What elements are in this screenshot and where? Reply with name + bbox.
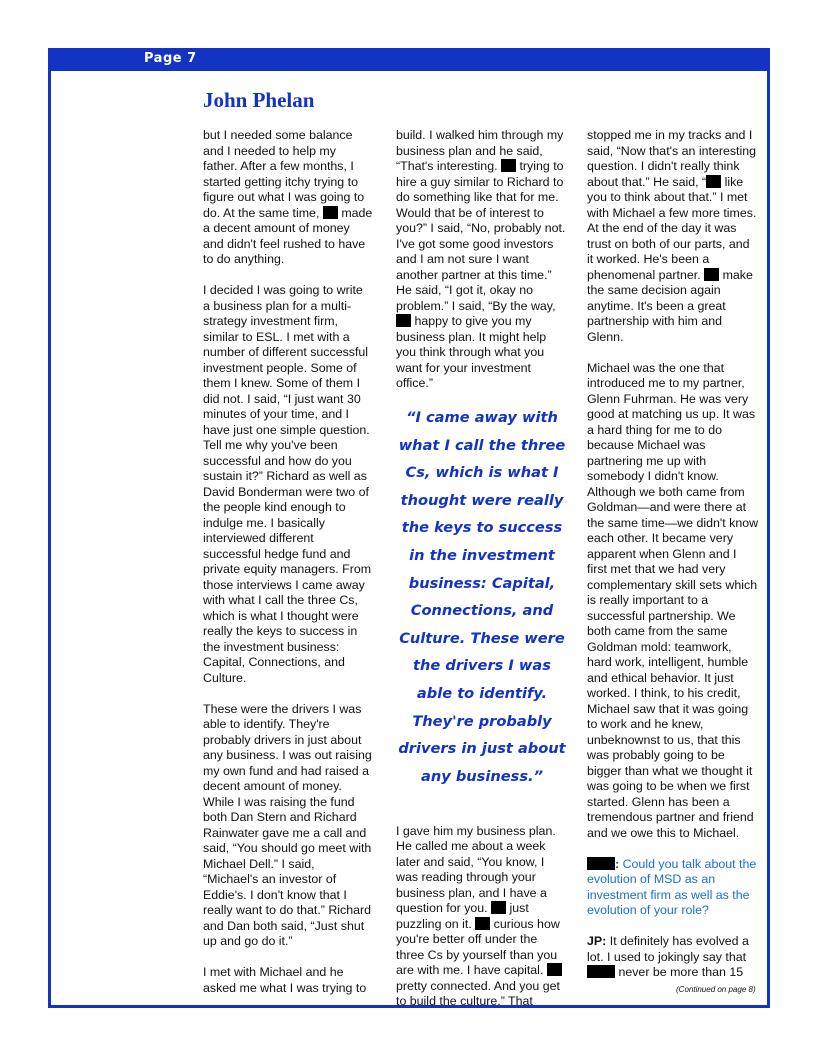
paragraph: These were the drivers I was able to identify. They're probably drivers in just about any business. I was out raising my own fund and had raised a decent amount of money. While I was raising the fund both Dan Stern and Richard Rainwater gave me a call and said, “You should go meet with Michael Dell.” I said, “Michael's an investor of Eddie's. I don't know that I really want to do that.” Richard and Dan both said, “Just shut up and go do it.” (203, 701, 372, 948)
redaction-block (704, 268, 719, 281)
interviewer-question: : Could you talk about the evolution of MSD as an investment firm as well as the evolution of your role? (587, 856, 757, 917)
continued-note: (Continued on page 8) (676, 985, 756, 994)
pull-quote: “I came away with what I call the three Cs, which is what I thought were really the keys to success in the investment business: Capital, Connections, and Culture. These were the drivers I was able to identify. They're probably drivers in just about any business.” (398, 409, 566, 785)
redaction-block (501, 159, 516, 172)
redaction-block (547, 963, 562, 976)
redaction-block (396, 314, 411, 327)
paragraph: stopped me in my tracks and I said, “Now that's an interesting question. I didn't really think about that.” He said, “ like you to think about that.” I met with Michael a few more times. At the end of the day it was trust on both of our parts, and it worked. He's been a phenomenal partner. make the same decision again anytime. It's been a great partnership with him and Glenn. (587, 128, 757, 344)
redaction-block (475, 917, 490, 930)
paragraph: Michael was the one that introduced me to my partner, Glenn Fuhrman. He was very good at matching us up. It was a hard thing for me to do because Michael was partnering me up with somebody I didn't know. Although we both came from Goldman—and were there at the same time—we didn't know each other. It became very apparent when Glenn and I first met that we had very complementary skill sets which is really important to a successful partnership. We both came from the same Goldman mold: teamwork, hard work, intelligent, humble and ethical behavior. It just worked. I think, to his credit, Michael saw that it was going to work and he knew, unbeknownst to us, that this was probably going to be bigger than what we thought it was going to be when we first started. Glenn has been a tremendous partner and friend and we owe this to Michael. (587, 360, 759, 840)
column-3 (587, 128, 759, 996)
redaction-block (706, 175, 721, 188)
redaction-block (587, 857, 615, 870)
column-1 (203, 128, 373, 1012)
article-title: John Phelan (203, 88, 315, 112)
page-number: Page 7 (144, 51, 197, 66)
answer-paragraph: JP: It definitely has evolved a lot. I used to jokingly say that never be more than 15 (587, 934, 749, 979)
paragraph: I met with Michael and he asked me what I was trying to (203, 965, 367, 995)
paragraph: but I needed some balance and I needed to help my father. After a few months, I started getting itchy trying to figure out what I was going to do. At the same time, made a decent amount of money and didn't feel rushed to have to do anything. (203, 128, 373, 266)
paragraph: build. I walked him through my business plan and he said, “That's interesting. trying to hire a guy similar to Richard to do something like that for me. Would that be of interest to you?” I said, “No, probably not. I've got some good investors and I am not sure I want another partner at this time.” He said, “I got it, okay no problem.” I said, “By the way, happy to give you my business plan. It might help you think through what you want for your investment office.” (396, 128, 566, 390)
redaction-block (587, 965, 615, 978)
redaction-block (323, 206, 338, 219)
paragraph: I decided I was going to write a business plan for a multi-strategy investment firm, similar to ESL. I met with a number of different successful investment people. Some of them I knew. Some of them I did not. I said, “I just want 30 minutes of your time, and I have just one simple question. Tell me why you've been successful and how do you sustain it?” Richard as well as David Bonderman were two of the people kind enough to indulge me. I basically interviewed different successful hedge fund and private equity managers. From those interviews I came away with what I call the three Cs, which is what I thought were really the keys to success in the investment business: Capital, Connections, and Culture. (203, 283, 372, 685)
redaction-block (491, 901, 506, 914)
paragraph: I gave him my business plan. He called me about a week later and said, “You know, I was reading through your business plan, and I have a question for you. just puzzling on it. curious how you're better off under the three Cs by yourself than you are with me. I have capital. pretty connected. And you get to build the culture.” That (396, 823, 560, 1008)
